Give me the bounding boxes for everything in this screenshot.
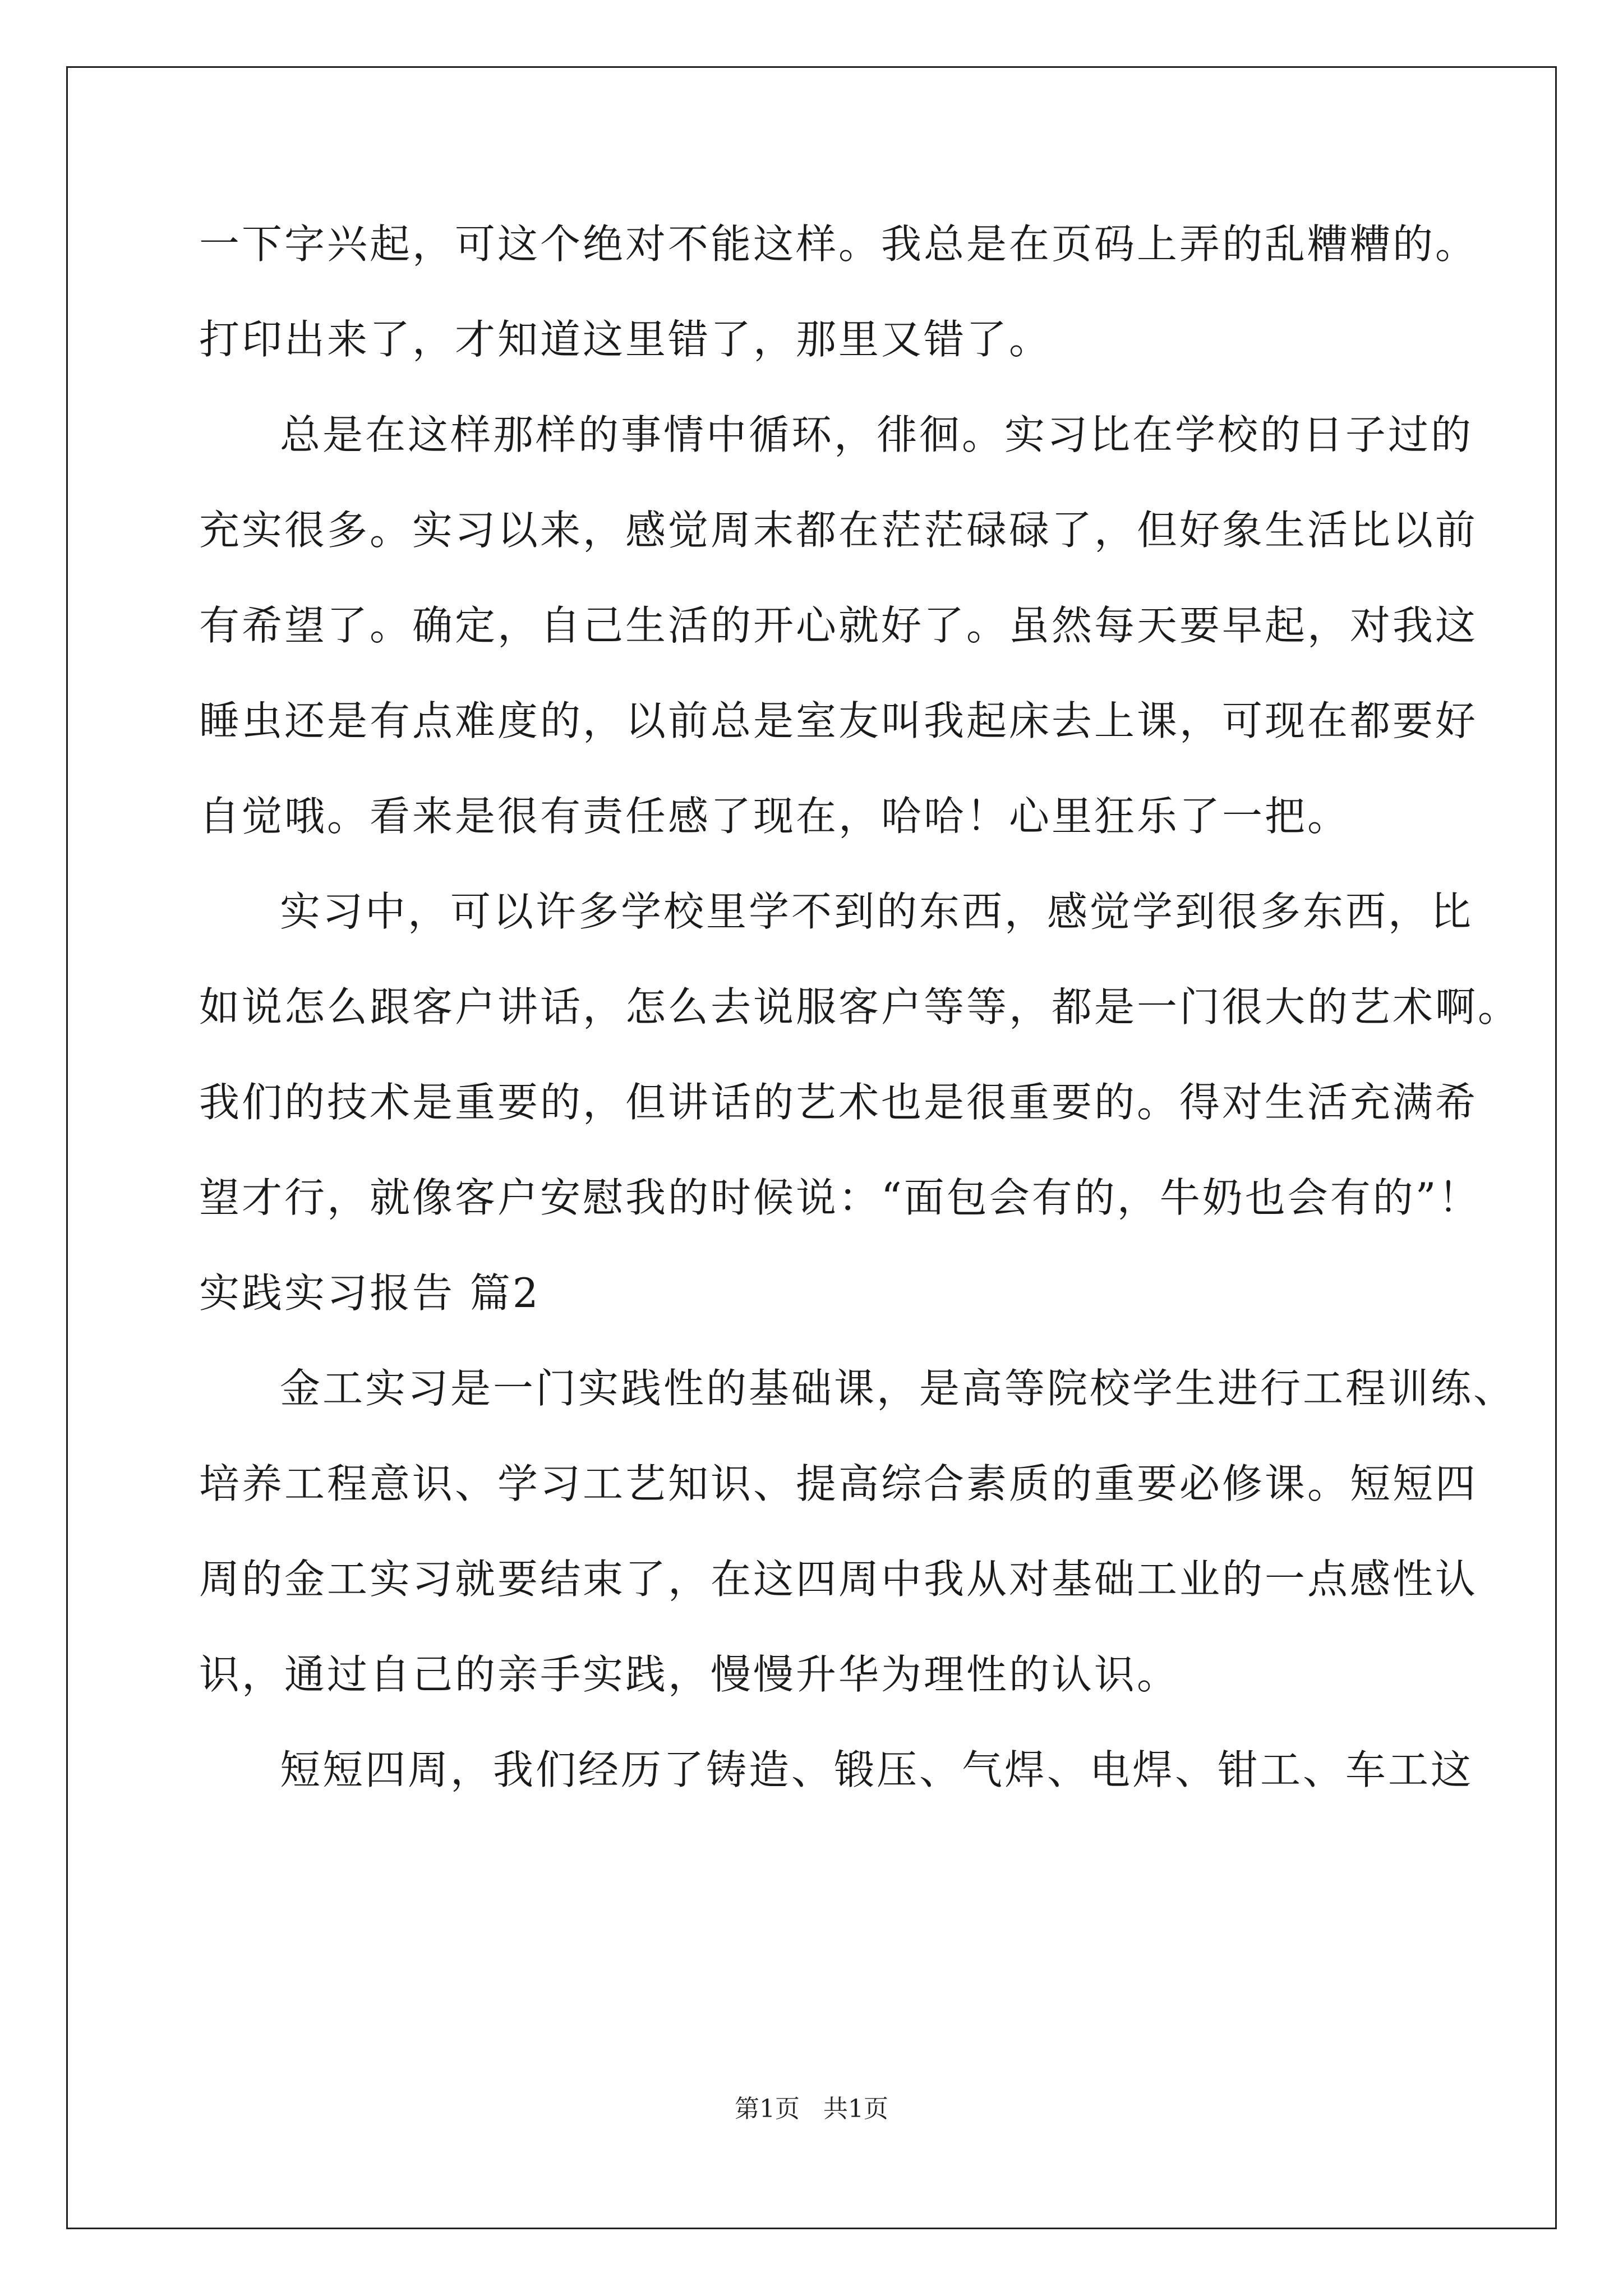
text-line: 我们的技术是重要的，但讲话的艺术也是很重要的。得对生活充满希: [199, 1079, 1478, 1126]
text-line: 短短四周，我们经历了铸造、锻压、气焊、电焊、钳工、车工这: [280, 1746, 1474, 1793]
text-line: 实习中，可以许多学校里学不到的东西，感觉学到很多东西，比: [280, 888, 1474, 935]
text-line: 总是在这样那样的事情中循环，徘徊。实习比在学校的日子过的: [280, 411, 1474, 458]
page-footer: 第1页 共1页: [735, 2095, 888, 2123]
text-line: 一下字兴起，可这个绝对不能这样。我总是在页码上弄的乱糟糟的。: [199, 220, 1478, 268]
section-heading: 实践实习报告 篇2: [199, 1269, 541, 1317]
text-line: 睡虫还是有点难度的，以前总是室友叫我起床去上课，可现在都要好: [199, 697, 1478, 744]
text-line: 识，通过自己的亲手实践，慢慢升华为理性的认识。: [199, 1651, 1180, 1698]
text-line: 金工实习是一门实践性的基础课，是高等院校学生进行工程训练、: [280, 1365, 1516, 1412]
text-line: 望才行，就像客户安慰我的时候说：“面包会有的，牛奶也会有的”！: [199, 1174, 1481, 1221]
text-line: 培养工程意识、学习工艺知识、提高综合素质的重要必修课。短短四: [199, 1460, 1478, 1507]
text-line: 自觉哦。看来是很有责任感了现在，哈哈！心里狂乐了一把。: [199, 793, 1350, 840]
text-line: 如说怎么跟客户讲话，怎么去说服客户等等，都是一门很大的艺术啊。: [199, 983, 1521, 1030]
text-line: 打印出来了，才知道这里错了，那里又错了。: [199, 316, 1052, 363]
text-line: 充实很多。实习以来，感觉周末都在茫茫碌碌了，但好象生活比以前: [199, 507, 1478, 554]
text-line: 有希望了。确定，自己生活的开心就好了。虽然每天要早起，对我这: [199, 602, 1478, 649]
document-body: [199, 196, 1521, 1818]
text-line: 周的金工实习就要结束了，在这四周中我从对基础工业的一点感性认: [199, 1556, 1478, 1603]
